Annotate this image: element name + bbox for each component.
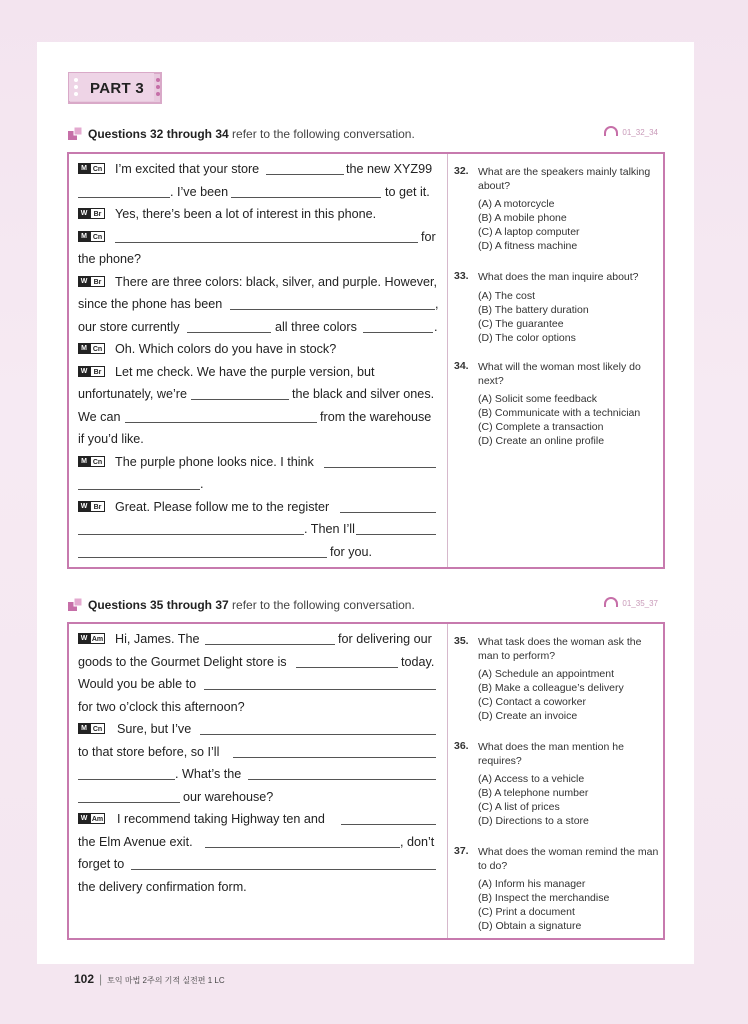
- script-text: the black and silver ones.: [292, 387, 435, 401]
- answer-option: (C) Complete a transaction: [478, 421, 604, 433]
- script-text: from the warehouse: [320, 409, 432, 424]
- script-line: [78, 428, 438, 451]
- speaker-badge: M Cn: [78, 723, 105, 734]
- script-line: [78, 158, 438, 181]
- script-line: [78, 248, 438, 271]
- section1-subtitle: refer to the following conversation.: [228, 127, 415, 141]
- answer-option: (D) A fitness machine: [478, 240, 578, 252]
- fill-in-blank: [78, 786, 180, 803]
- question-text: What does the man inquire about?: [478, 271, 639, 283]
- footer-separator: |: [99, 972, 103, 986]
- fill-in-blank: [78, 181, 170, 198]
- answer-option: (D) Obtain a signature: [478, 920, 582, 932]
- script-text: our store currently: [78, 319, 180, 334]
- fill-in-blank: [204, 673, 436, 690]
- speaker-badge: W Am: [78, 813, 105, 824]
- answer-option: (A) Solicit some feedback: [478, 393, 598, 405]
- answer-option: (A) Schedule an appointment: [478, 668, 615, 680]
- section1-audio: 01_32_34: [604, 126, 658, 137]
- answer-option: (B) Make a colleague’s delivery: [478, 682, 624, 694]
- script-text: , don’t: [400, 834, 435, 849]
- question-text: What task does the woman ask the man to perform?: [478, 636, 642, 662]
- script-text: ,: [435, 297, 439, 311]
- script-text: to get it.: [385, 184, 430, 199]
- speaker-badge: M Cn: [78, 456, 105, 467]
- script-text: The purple phone looks nice. I think: [115, 454, 314, 469]
- speaker-badge: W Am: [78, 633, 105, 644]
- answer-option: (A) Access to a vehicle: [478, 773, 585, 785]
- script-line: [78, 673, 438, 696]
- question-number: 34.: [454, 360, 469, 372]
- script-text: for you.: [330, 544, 372, 559]
- script-line: [78, 808, 438, 831]
- script-line: [78, 338, 438, 361]
- answer-option: (C) A laptop computer: [478, 226, 580, 238]
- puzzle-icon: [68, 598, 83, 611]
- puzzle-icon: [68, 127, 83, 140]
- headphones-icon: [604, 126, 618, 136]
- speaker-badge: M Cn: [78, 231, 105, 242]
- script-line: [78, 651, 438, 674]
- script-line: [78, 293, 438, 316]
- answer-option: (B) A mobile phone: [478, 212, 567, 224]
- script-line: [78, 786, 438, 809]
- fill-in-blank: [187, 316, 271, 333]
- section1-script: [78, 158, 438, 563]
- answer-option: (A) The cost: [478, 290, 535, 302]
- headphones-icon: [604, 597, 618, 607]
- answer-option: (C) A list of prices: [478, 801, 560, 813]
- fill-in-blank: [324, 451, 436, 468]
- fill-in-blank: [125, 406, 317, 423]
- script-text: since the phone has been: [78, 297, 223, 311]
- script-line: [78, 451, 438, 474]
- fill-in-blank: [231, 181, 381, 198]
- speaker-badge: M Cn: [78, 163, 105, 174]
- script-text: unfortunately, we’re: [78, 387, 187, 401]
- script-line: [78, 696, 438, 719]
- speaker-badge: M Cn: [78, 343, 105, 354]
- script-text: our warehouse?: [183, 789, 274, 804]
- question-number: 32.: [454, 165, 469, 177]
- speaker-badge: W Br: [78, 208, 105, 219]
- fill-in-blank: [78, 473, 200, 490]
- fill-in-blank: [356, 518, 436, 535]
- script-line: [78, 763, 438, 786]
- script-line: [78, 496, 438, 519]
- answer-option: (A) Inform his manager: [478, 878, 586, 890]
- script-text: Oh. Which colors do you have in stock?: [115, 342, 337, 356]
- section1-title: Questions 32 through 34: [88, 127, 229, 141]
- fill-in-blank: [205, 628, 335, 645]
- section1-header: [68, 126, 664, 144]
- page-footer: [74, 972, 225, 986]
- question-text: What does the man mention he requires?: [478, 741, 624, 767]
- script-text: I’m excited that your store: [115, 162, 260, 176]
- script-text: the new XYZ99: [346, 162, 433, 176]
- script-line: [78, 361, 438, 384]
- answer-option: (C) Print a document: [478, 906, 575, 918]
- section2-title: Questions 35 through 37: [88, 598, 229, 612]
- script-line: [78, 518, 438, 541]
- script-text: to that store before, so I’ll: [78, 744, 220, 759]
- section2-box: [67, 622, 665, 940]
- script-line: [78, 541, 438, 564]
- question-number: 37.: [454, 845, 469, 857]
- answer-option: (D) Directions to a store: [478, 815, 589, 827]
- script-line: [78, 741, 438, 764]
- script-line: [78, 718, 438, 741]
- answer-option: (D) The color options: [478, 332, 576, 344]
- fill-in-blank: [340, 496, 436, 513]
- answer-option: (D) Create an invoice: [478, 710, 578, 722]
- fill-in-blank: [78, 541, 327, 558]
- script-line: [78, 406, 438, 429]
- script-line: [78, 831, 438, 854]
- fill-in-blank: [296, 651, 398, 668]
- script-text: the delivery confirmation form.: [78, 879, 247, 894]
- fill-in-blank: [131, 853, 436, 870]
- script-line: [78, 271, 438, 294]
- script-line: [78, 383, 438, 406]
- answer-option: (A) A motorcycle: [478, 198, 555, 210]
- question-text: What does the woman remind the man to do?: [478, 846, 659, 872]
- script-text: Let me check. We have the purple version, but: [115, 364, 375, 379]
- speaker-badge: W Br: [78, 366, 105, 377]
- section2-header: [68, 597, 664, 615]
- fill-in-blank: [363, 316, 433, 333]
- script-text: .: [434, 319, 438, 334]
- script-text: . What’s the: [175, 767, 242, 781]
- script-text: There are three colors: black, silver, and purple. However,: [115, 274, 437, 289]
- answer-option: (B) Inspect the merchandise: [478, 892, 610, 904]
- script-line: [78, 203, 438, 226]
- question-number: 33.: [454, 270, 469, 282]
- fill-in-blank: [233, 741, 436, 758]
- script-line: [78, 876, 438, 899]
- script-text: We can: [78, 409, 121, 424]
- script-text: if you’d like.: [78, 432, 144, 446]
- fill-in-blank: [341, 808, 436, 825]
- script-line: [78, 316, 438, 339]
- fill-in-blank: [115, 226, 418, 243]
- script-text: Yes, there’s been a lot of interest in this phone.: [115, 207, 377, 221]
- script-line: [78, 853, 438, 876]
- script-text: today.: [401, 654, 435, 669]
- script-text: goods to the Gourmet Delight store is: [78, 654, 287, 669]
- script-text: Would you be able to: [78, 677, 197, 691]
- script-text: .: [200, 477, 204, 491]
- fill-in-blank: [78, 763, 175, 780]
- answer-option: (B) The battery duration: [478, 304, 589, 316]
- section1-box: [67, 152, 665, 569]
- fill-in-blank: [248, 763, 436, 780]
- script-text: for two o’clock this afternoon?: [78, 699, 245, 714]
- question-number: 36.: [454, 740, 469, 752]
- fill-in-blank: [78, 518, 304, 535]
- answer-option: (C) The guarantee: [478, 318, 564, 330]
- script-text: Hi, James. The: [115, 632, 200, 646]
- fill-in-blank: [230, 293, 435, 310]
- script-text: forget to: [78, 857, 125, 871]
- script-line: [78, 226, 438, 249]
- speaker-badge: W Br: [78, 501, 105, 512]
- script-text: for: [421, 229, 436, 244]
- section2-audio: 01_35_37: [604, 597, 658, 608]
- script-text: Great. Please follow me to the register: [115, 499, 330, 514]
- script-text: . I’ve been: [170, 184, 229, 199]
- question-number: 35.: [454, 635, 469, 647]
- part-tag: [68, 72, 162, 104]
- speaker-badge: W Br: [78, 276, 105, 287]
- script-line: [78, 628, 438, 651]
- script-text: the phone?: [78, 252, 142, 266]
- answer-option: (B) Communicate with a technician: [478, 407, 641, 419]
- question-text: What are the speakers mainly talking about?: [478, 166, 651, 192]
- fill-in-blank: [200, 718, 436, 735]
- part-label: PART 3: [90, 80, 145, 97]
- script-line: [78, 181, 438, 204]
- section2-script: [78, 628, 438, 898]
- page-number: 102: [74, 972, 95, 986]
- script-text: all three colors: [275, 319, 357, 334]
- script-text: for delivering our: [338, 632, 432, 646]
- section2-subtitle: refer to the following conversation.: [228, 598, 415, 612]
- script-text: I recommend taking Highway ten and: [117, 812, 325, 826]
- script-line: [78, 473, 438, 496]
- fill-in-blank: [191, 383, 289, 400]
- fill-in-blank: [205, 831, 400, 848]
- script-text: Sure, but I’ve: [117, 722, 192, 736]
- fill-in-blank: [266, 158, 344, 175]
- question-text: What will the woman most likely do next?: [478, 361, 641, 387]
- answer-option: (C) Contact a coworker: [478, 696, 586, 708]
- book-title: 토익 마법 2주의 기적 실전편 1 LC: [107, 976, 225, 985]
- answer-option: (B) A telephone number: [478, 787, 589, 799]
- script-text: the Elm Avenue exit.: [78, 834, 193, 849]
- answer-option: (D) Create an online profile: [478, 435, 605, 447]
- script-text: . Then I’ll: [304, 522, 355, 536]
